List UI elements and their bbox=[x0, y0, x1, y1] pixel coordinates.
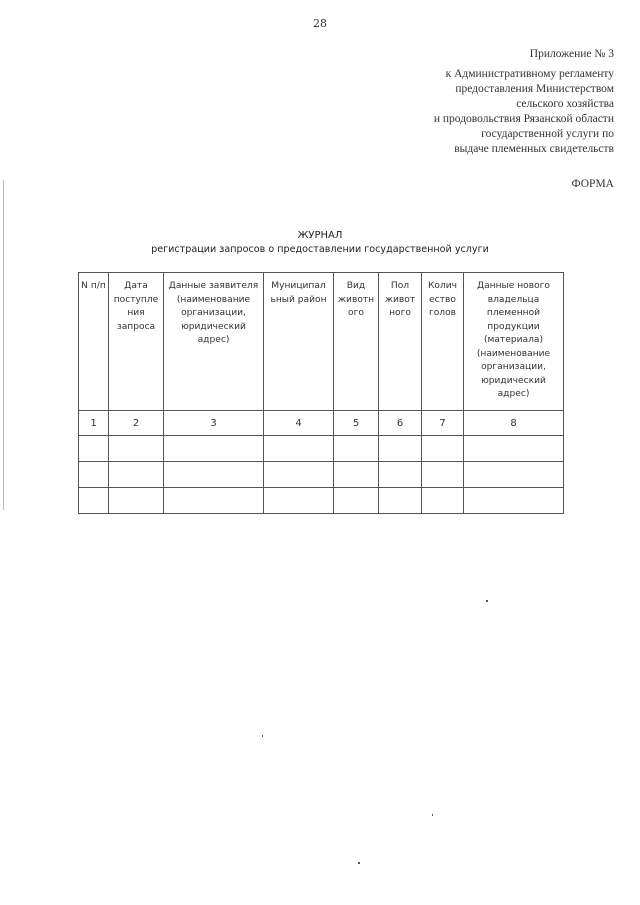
header-row bbox=[79, 273, 564, 411]
empty-cell bbox=[379, 462, 422, 488]
appendix-title: Приложение № 3 bbox=[529, 48, 614, 60]
column-number: 5 bbox=[334, 411, 379, 436]
column-header: N п/п bbox=[79, 273, 109, 411]
empty-cell bbox=[264, 436, 334, 462]
empty-cell bbox=[79, 462, 109, 488]
empty-cell bbox=[334, 436, 379, 462]
appendix-line: сельского хозяйства bbox=[516, 98, 614, 110]
appendix-header bbox=[434, 47, 614, 157]
empty-cell bbox=[379, 488, 422, 514]
form-label: ФОРМА bbox=[571, 178, 614, 190]
appendix-line: выдаче племенных свидетельств bbox=[454, 143, 614, 155]
empty-table-row bbox=[79, 436, 564, 462]
scan-speck bbox=[432, 814, 433, 816]
scan-edge-line bbox=[3, 180, 4, 510]
empty-table-row bbox=[79, 488, 564, 514]
column-number: 6 bbox=[379, 411, 422, 436]
empty-cell bbox=[109, 462, 164, 488]
empty-rows bbox=[79, 436, 564, 514]
column-header: Колич ество голов bbox=[422, 273, 464, 411]
empty-cell bbox=[79, 436, 109, 462]
empty-table-row bbox=[79, 462, 564, 488]
empty-cell bbox=[334, 462, 379, 488]
column-number-row bbox=[79, 411, 564, 436]
empty-cell bbox=[464, 462, 564, 488]
appendix-line: предоставления Министерством bbox=[455, 83, 614, 95]
column-number: 7 bbox=[422, 411, 464, 436]
empty-cell bbox=[109, 436, 164, 462]
empty-cell bbox=[334, 488, 379, 514]
empty-cell bbox=[464, 488, 564, 514]
column-number: 2 bbox=[109, 411, 164, 436]
empty-cell bbox=[109, 488, 164, 514]
column-header: Пол живот ного bbox=[379, 273, 422, 411]
page-number: 28 bbox=[313, 17, 327, 30]
empty-cell bbox=[464, 436, 564, 462]
journal-title: ЖУРНАЛ bbox=[297, 230, 343, 241]
appendix-line: и продовольствия Рязанской области bbox=[433, 113, 614, 125]
column-number: 4 bbox=[264, 411, 334, 436]
empty-cell bbox=[264, 488, 334, 514]
empty-cell bbox=[164, 462, 264, 488]
empty-cell bbox=[164, 436, 264, 462]
scan-speck bbox=[358, 862, 360, 864]
appendix-line: к Административному регламенту bbox=[445, 68, 614, 80]
empty-cell bbox=[79, 488, 109, 514]
scan-speck bbox=[262, 735, 263, 737]
column-number: 1 bbox=[79, 411, 109, 436]
empty-cell bbox=[422, 436, 464, 462]
journal-subtitle: регистрации запросов о предоставлении государственной услуги bbox=[151, 244, 489, 255]
scan-speck bbox=[486, 600, 488, 602]
column-header: Вид животн ого bbox=[334, 273, 379, 411]
empty-cell bbox=[164, 488, 264, 514]
column-number: 3 bbox=[164, 411, 264, 436]
journal-table bbox=[78, 272, 564, 514]
column-header: Муниципал ьный район bbox=[264, 273, 334, 411]
column-header: Дата поступле ния запроса bbox=[109, 273, 164, 411]
empty-cell bbox=[422, 488, 464, 514]
empty-cell bbox=[422, 462, 464, 488]
empty-cell bbox=[264, 462, 334, 488]
column-header: Данные нового владельца племенной продукции (материала) (наименование организации, юридический адрес) bbox=[464, 273, 564, 411]
column-header: Данные заявителя (наименование организации, юридический адрес) bbox=[164, 273, 264, 411]
appendix-line: государственной услуги по bbox=[481, 128, 614, 140]
column-number: 8 bbox=[464, 411, 564, 436]
empty-cell bbox=[379, 436, 422, 462]
